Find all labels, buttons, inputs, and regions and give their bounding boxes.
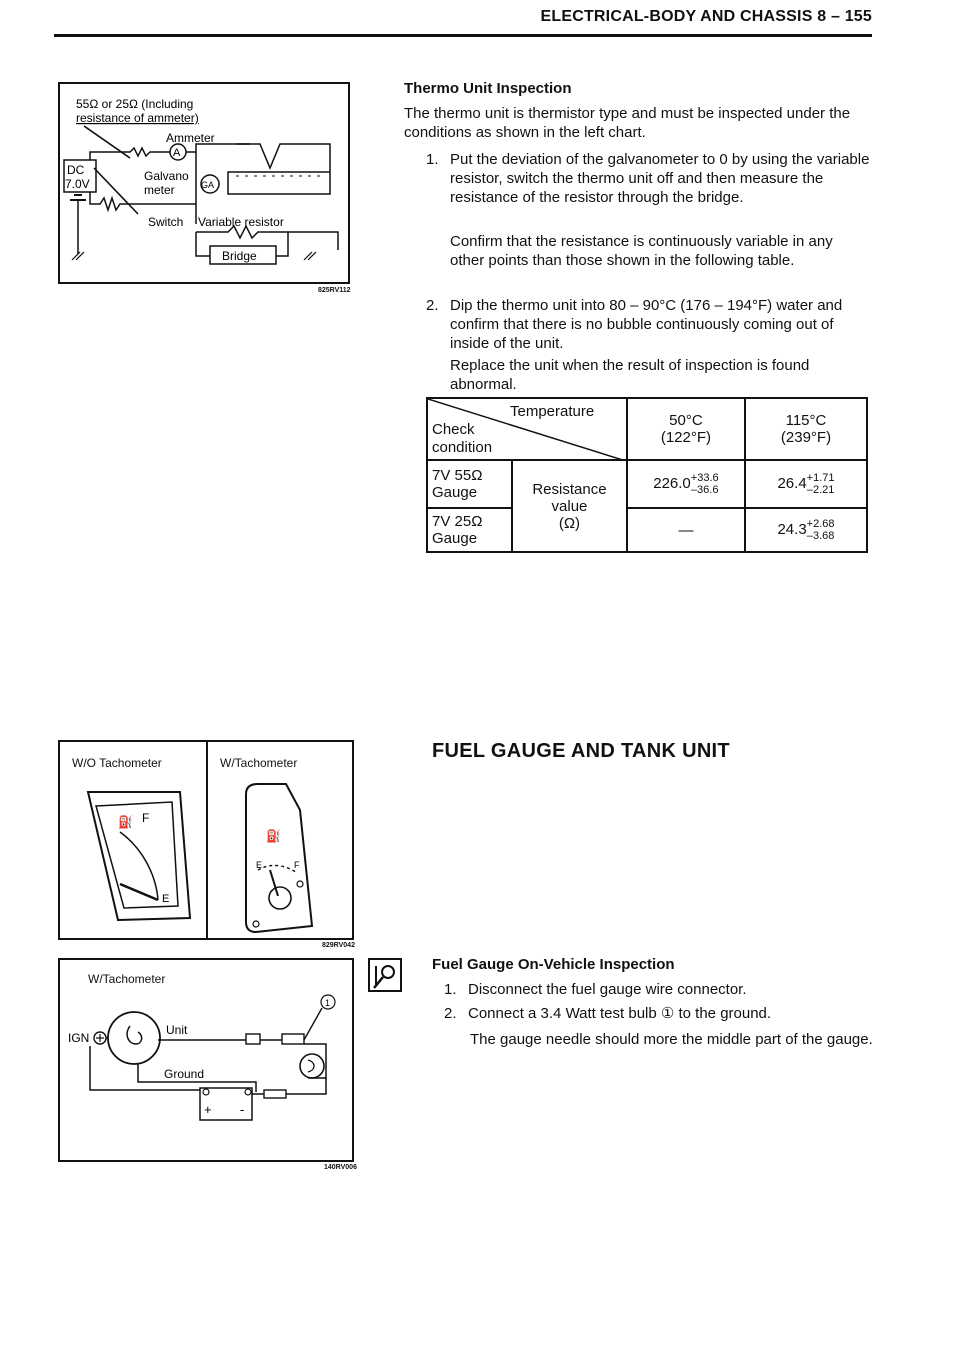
value-label: value bbox=[551, 497, 588, 515]
check-header: Check bbox=[432, 421, 475, 438]
wo-tachometer-label: W/O Tachometer bbox=[72, 756, 162, 770]
resistor-wire bbox=[90, 148, 170, 160]
ammeter-label: Ammeter bbox=[166, 131, 215, 145]
callout-leader bbox=[304, 1008, 322, 1040]
ground-symbol bbox=[308, 252, 316, 260]
battery-plus: + bbox=[204, 1102, 212, 1117]
empty-mark-right: E bbox=[256, 860, 263, 870]
figure-code: 829RV042 bbox=[322, 942, 355, 949]
fuel-gauge-figure bbox=[58, 740, 354, 940]
row-25-gauge-label bbox=[427, 508, 512, 552]
fuel-gauge-section-title: FUEL GAUGE AND TANK UNIT bbox=[432, 740, 730, 762]
connector-symbol bbox=[246, 1034, 260, 1044]
value-base: 24.3 bbox=[777, 520, 807, 538]
wire bbox=[276, 232, 288, 256]
thermo-circuit-diagram bbox=[60, 84, 348, 282]
col-50c-celsius: 50°C bbox=[669, 412, 703, 429]
connector-symbol bbox=[282, 1034, 304, 1044]
ohm-unit: (Ω) bbox=[558, 514, 581, 532]
row-25-label: 7V 25Ω bbox=[432, 513, 483, 530]
w-tachometer-circuit-label: W/Tachometer bbox=[88, 972, 166, 986]
r1-115c-value bbox=[745, 460, 867, 508]
thermo-note-line2: resistance of ammeter) bbox=[76, 111, 199, 125]
step-number: 1. bbox=[444, 981, 457, 998]
leader-line bbox=[84, 126, 130, 158]
gauge-pivot-right bbox=[269, 887, 291, 909]
gauge-drawings bbox=[60, 776, 352, 938]
fuel-inspection-title: Fuel Gauge On-Vehicle Inspection bbox=[432, 956, 675, 973]
gauge-needle-left bbox=[120, 884, 158, 900]
fuel-pump-icon: ⛽ bbox=[118, 815, 133, 829]
temperature-header: Temperature bbox=[510, 403, 595, 420]
tolerance bbox=[807, 472, 835, 496]
tolerance-minus: –36.6 bbox=[690, 484, 719, 496]
condition-header: condition bbox=[432, 439, 493, 456]
page-header: ELECTRICAL-BODY AND CHASSIS 8 – 155 bbox=[540, 8, 872, 25]
voltage-label: 7.0V bbox=[65, 177, 90, 191]
header-rule bbox=[54, 34, 872, 37]
row-55-gauge: Gauge bbox=[432, 484, 478, 501]
ground-symbol bbox=[304, 252, 312, 260]
galvanometer-symbol-letters: GA bbox=[201, 180, 215, 190]
fuel-pump-icon: ⛽ bbox=[266, 829, 281, 843]
row-25-gauge: Gauge bbox=[432, 530, 478, 547]
gauge-screw bbox=[253, 921, 259, 927]
tolerance-minus: –3.68 bbox=[806, 530, 835, 542]
dc-label: DC bbox=[67, 163, 85, 177]
ground-symbol bbox=[76, 252, 84, 260]
ammeter-symbol-letter: A bbox=[173, 147, 181, 159]
value-base: 26.4 bbox=[777, 474, 807, 492]
ground-symbol bbox=[72, 252, 80, 260]
gauge-needle-symbol bbox=[127, 1026, 142, 1044]
ground-label: Ground bbox=[164, 1067, 205, 1081]
gauge-face-right bbox=[246, 784, 312, 932]
step-text: Dip the thermo unit into 80 – 90°C (176 – 194°F) water and confirm that there is no bubble continuously coming out of inside of the unit. bbox=[450, 297, 843, 352]
tolerance-plus: +1.71 bbox=[806, 472, 835, 484]
battery-minus: - bbox=[240, 1102, 245, 1117]
full-mark-left: F bbox=[142, 811, 150, 825]
callout-number: 1 bbox=[325, 998, 331, 1008]
r1-50c-value bbox=[627, 460, 745, 508]
magnifier-icon bbox=[370, 960, 400, 990]
full-mark-right: F bbox=[294, 860, 300, 870]
tolerance bbox=[691, 472, 719, 496]
col-115c-header bbox=[745, 398, 867, 460]
leader-line bbox=[94, 168, 138, 214]
fuel-gauge-circuit-diagram bbox=[60, 960, 352, 1160]
thermo-inspection-title: Thermo Unit Inspection bbox=[404, 80, 572, 97]
resistance-spec-table bbox=[426, 397, 868, 553]
row-55-gauge-label bbox=[427, 460, 512, 508]
resistance-label: Resistance bbox=[532, 480, 607, 498]
row-55-label: 7V 55Ω bbox=[432, 467, 483, 484]
wire bbox=[186, 144, 250, 152]
value-base: 226.0 bbox=[653, 474, 691, 492]
gauge-screw bbox=[297, 881, 303, 887]
meter-label: meter bbox=[144, 183, 175, 197]
step-number: 2. bbox=[444, 1005, 457, 1022]
step-text: Disconnect the fuel gauge wire connector. bbox=[468, 981, 747, 998]
unit-label: Unit bbox=[166, 1023, 188, 1037]
fuel-inspection-note: The gauge needle should more the middle part of the gauge. bbox=[470, 1031, 873, 1048]
col-50c-header bbox=[627, 398, 745, 460]
col-115c-fahrenheit: (239°F) bbox=[780, 429, 832, 446]
thermo-unit-wiring bbox=[228, 144, 330, 194]
thermo-step-2-note: Replace the unit when the result of inspection is found abnormal. bbox=[450, 357, 810, 393]
gauge-scale-right bbox=[258, 865, 296, 872]
col-50c-fahrenheit: (122°F) bbox=[660, 429, 712, 446]
figure-code: 140RV006 bbox=[324, 1164, 357, 1171]
gauge-meter-symbol bbox=[108, 1012, 160, 1064]
step-text: Put the deviation of the galvanometer to 0 by using the variable resistor, switch the thermo unit off and then measure the resistance of the resistor through the bridge. bbox=[450, 151, 870, 206]
table-corner-cell bbox=[427, 398, 627, 460]
w-tachometer-label: W/Tachometer bbox=[220, 756, 298, 770]
switch-label: Switch bbox=[148, 215, 184, 229]
test-bulb-symbol bbox=[300, 1054, 324, 1078]
inspection-icon bbox=[368, 958, 402, 992]
connector-symbol bbox=[264, 1090, 286, 1098]
thermo-note-line1: 55Ω or 25Ω (Including bbox=[76, 97, 194, 111]
figure-code: 825RV112 bbox=[318, 287, 351, 294]
tolerance bbox=[807, 518, 835, 542]
step-text: Connect a 3.4 Watt test bulb ① to the ground. bbox=[468, 1005, 772, 1022]
fuel-gauge-circuit-figure bbox=[58, 958, 354, 1162]
bridge-label: Bridge bbox=[222, 249, 257, 263]
col-115c-celsius: 115°C bbox=[785, 412, 827, 429]
galvano-label: Galvano bbox=[144, 169, 189, 183]
tolerance-plus: +2.68 bbox=[806, 518, 835, 530]
tolerance-plus: +33.6 bbox=[690, 472, 719, 484]
step-number: 2. bbox=[426, 297, 439, 314]
step-number: 1. bbox=[426, 151, 439, 168]
ign-label: IGN bbox=[68, 1031, 90, 1045]
resistance-value-cell bbox=[512, 460, 627, 552]
tolerance-minus: –2.21 bbox=[806, 484, 835, 496]
r2-50c-value: — bbox=[627, 508, 745, 552]
gauge-scale-left bbox=[120, 832, 158, 900]
r2-115c-value bbox=[745, 508, 867, 552]
thermo-step-1-note: Confirm that the resistance is continuously variable in any other points than those shown in the following table. bbox=[450, 233, 833, 269]
thermo-circuit-figure bbox=[58, 82, 350, 284]
empty-mark-left: E bbox=[162, 893, 170, 905]
variable-resistor-label: Variable resistor bbox=[198, 215, 284, 229]
wire bbox=[196, 232, 210, 256]
thermo-intro: The thermo unit is thermistor type and must be inspected under the conditions as shown in the left chart. bbox=[404, 105, 851, 141]
resistor-wire bbox=[90, 192, 196, 210]
